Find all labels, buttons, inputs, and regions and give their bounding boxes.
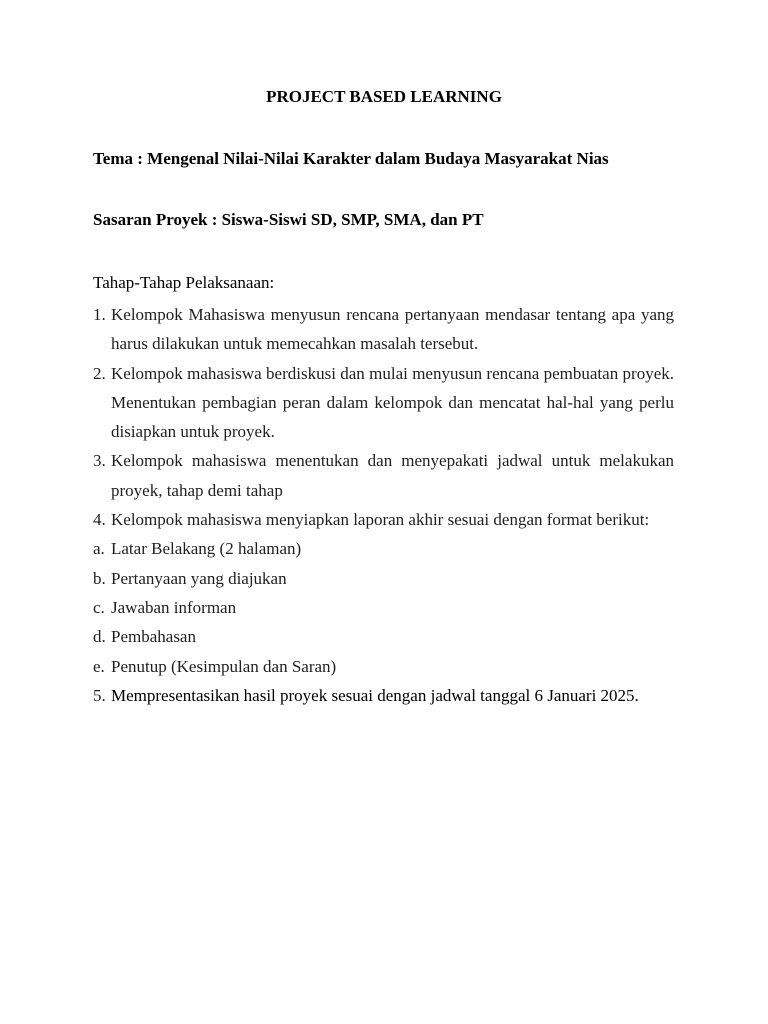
sub-item-text: Penutup (Kesimpulan dan Saran)	[111, 656, 337, 676]
sub-list-item	[93, 534, 674, 563]
step-number: 3.	[93, 451, 106, 471]
step-text: Kelompok mahasiswa berdiskusi dan mulai menyusun rencana pembuatan proyek. Menentukan pembagian peran dalam kelompok dan mencatat hal-hal yang perlu disiapkan untuk proyek.	[111, 363, 674, 442]
step-text: Mempresentasikan hasil proyek sesuai dengan jadwal tanggal 6 Januari 2025.	[111, 685, 639, 705]
target-line: Sasaran Proyek : Siswa-Siswi SD, SMP, SMA, dan PT	[93, 210, 484, 229]
steps-list	[93, 300, 674, 710]
sub-item-text: Jawaban informan	[111, 597, 237, 617]
sub-item-letter: e.	[93, 656, 105, 676]
sub-item-text: Pertanyaan yang diajukan	[111, 568, 287, 588]
sub-item-text: Pembahasan	[111, 627, 196, 647]
step-item	[93, 359, 674, 447]
step-number: 1.	[93, 305, 106, 324]
sub-list-item	[93, 622, 674, 651]
step-number: 4.	[93, 510, 106, 530]
sub-item-letter: c.	[93, 597, 105, 617]
sub-item-letter: b.	[93, 568, 106, 588]
step-number: 5.	[93, 685, 106, 705]
step-item	[93, 446, 674, 505]
document-title: PROJECT BASED LEARNING	[266, 87, 502, 106]
sub-list-item	[93, 652, 674, 681]
sub-list-item	[93, 564, 674, 593]
step-text: Kelompok mahasiswa menentukan dan menyepakati jadwal untuk melakukan proyek, tahap demi tahap	[111, 451, 674, 500]
step-item	[93, 505, 674, 534]
sub-item-letter: a.	[93, 539, 105, 559]
step-text: Kelompok mahasiswa menyiapkan laporan akhir sesuai dengan format berikut:	[111, 510, 650, 530]
sub-list-item	[93, 593, 674, 622]
sub-item-text: Latar Belakang (2 halaman)	[111, 539, 302, 559]
step-text: Kelompok Mahasiswa menyusun rencana pertanyaan mendasar tentang apa yang harus dilakukan untuk memecahkan masalah tersebut.	[111, 305, 674, 354]
step-number: 2.	[93, 363, 106, 383]
step-item	[93, 681, 674, 710]
steps-heading: Tahap-Tahap Pelaksanaan:	[93, 273, 275, 292]
step-item	[93, 300, 674, 359]
sub-item-letter: d.	[93, 627, 106, 647]
theme-line: Tema : Mengenal Nilai-Nilai Karakter dalam Budaya Masyarakat Nias	[93, 149, 609, 168]
